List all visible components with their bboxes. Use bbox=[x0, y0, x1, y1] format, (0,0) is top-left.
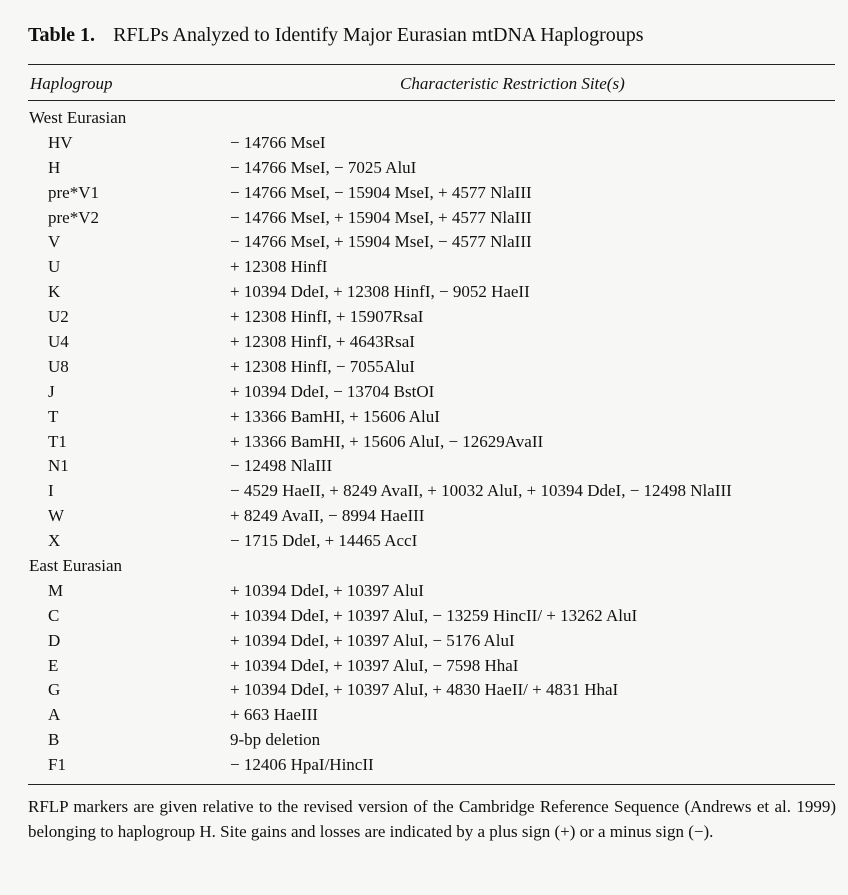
table-row bbox=[28, 206, 838, 231]
group-heading: East Eurasian bbox=[29, 556, 122, 576]
table-row bbox=[28, 703, 838, 728]
haplogroup-cell: H bbox=[48, 157, 61, 177]
group-heading: West Eurasian bbox=[29, 108, 127, 127]
header-restriction-sites: Characteristic Restriction Site(s) bbox=[400, 74, 625, 93]
restriction-site-cell: + 12308 HinfI, + 15907RsaI bbox=[230, 307, 424, 327]
restriction-site-cell: − 12498 NlaIII bbox=[230, 456, 333, 476]
haplogroup-cell: HV bbox=[48, 132, 73, 152]
table-row bbox=[28, 131, 838, 156]
table-footnote: RFLP markers are given relative to the revised version of the Cambridge Reference Sequence (Andrews et al. 1999) belonging to haplogroup H. Site gains and losses are indicated by a plus sign (+) or a minus sign (−). bbox=[28, 797, 836, 841]
restriction-site-cell: + 10394 DdeI, + 10397 AluI bbox=[230, 580, 424, 600]
restriction-site-cell: + 10394 DdeI, + 12308 HinfI, − 9052 HaeII bbox=[230, 282, 530, 302]
haplogroup-cell: N1 bbox=[48, 456, 69, 476]
haplogroup-cell: T1 bbox=[48, 431, 67, 451]
restriction-site-cell: − 14766 MseI, − 7025 AluI bbox=[230, 157, 417, 177]
table-row bbox=[28, 156, 838, 181]
top-rule bbox=[28, 64, 835, 65]
restriction-site-cell: + 13366 BamHI, + 15606 AluI, − 12629AvaII bbox=[230, 431, 544, 451]
restriction-site-cell: + 12308 HinfI bbox=[230, 257, 328, 277]
haplogroup-cell: A bbox=[48, 705, 61, 725]
haplogroup-cell: D bbox=[48, 630, 61, 650]
table-row bbox=[28, 255, 838, 280]
table-row bbox=[28, 654, 838, 679]
restriction-site-cell: + 13366 BamHI, + 15606 AluI bbox=[230, 406, 440, 426]
group-heading-row bbox=[28, 554, 838, 579]
restriction-site-cell: 9-bp deletion bbox=[230, 730, 321, 750]
table-row bbox=[28, 504, 838, 529]
haplogroup-cell: pre*V1 bbox=[48, 182, 99, 202]
restriction-site-cell: − 4529 HaeII, + 8249 AvaII, + 10032 AluI, + 10394 DdeI, − 12498 NlaIII bbox=[230, 481, 732, 501]
restriction-site-cell: − 12406 HpaI/HincII bbox=[230, 755, 374, 775]
restriction-site-cell: + 10394 DdeI, + 10397 AluI, − 5176 AluI bbox=[230, 630, 515, 650]
bottom-rule bbox=[28, 784, 835, 785]
table-row bbox=[28, 330, 838, 355]
restriction-site-cell: − 14766 MseI, + 15904 MseI, + 4577 NlaIII bbox=[230, 207, 532, 227]
haplogroup-cell: X bbox=[48, 531, 61, 551]
haplogroup-cell: I bbox=[48, 481, 54, 501]
haplogroup-cell: T bbox=[48, 406, 59, 426]
table-row bbox=[28, 678, 838, 703]
table-row bbox=[28, 529, 838, 554]
table-row bbox=[28, 405, 838, 430]
restriction-site-cell: − 14766 MseI, + 15904 MseI, − 4577 NlaIII bbox=[230, 232, 532, 252]
table-row bbox=[28, 230, 838, 255]
restriction-site-cell: + 12308 HinfI, + 4643RsaI bbox=[230, 332, 415, 352]
table-row bbox=[28, 629, 838, 654]
haplogroup-cell: W bbox=[48, 506, 65, 526]
table-row bbox=[28, 355, 838, 380]
group-heading-row bbox=[28, 106, 838, 131]
table-row bbox=[28, 728, 838, 753]
restriction-site-cell: + 663 HaeIII bbox=[230, 705, 318, 725]
table-label: Table 1. bbox=[28, 24, 96, 46]
haplogroup-cell: pre*V2 bbox=[48, 207, 99, 227]
table-caption: RFLPs Analyzed to Identify Major Eurasian mtDNA Haplogroups bbox=[113, 24, 644, 46]
table-row bbox=[28, 305, 838, 330]
restriction-site-cell: + 8249 AvaII, − 8994 HaeIII bbox=[230, 506, 425, 526]
restriction-site-cell: − 1715 DdeI, + 14465 AccI bbox=[230, 531, 418, 551]
restriction-site-cell: + 10394 DdeI, + 10397 AluI, − 13259 HincII/ + 13262 AluI bbox=[230, 605, 638, 625]
table-row bbox=[28, 479, 838, 504]
haplogroup-cell: U bbox=[48, 257, 61, 277]
table-row bbox=[28, 181, 838, 206]
restriction-site-cell: + 12308 HinfI, − 7055AluI bbox=[230, 356, 415, 376]
table-row bbox=[28, 454, 838, 479]
haplogroup-cell: U4 bbox=[48, 332, 69, 352]
table-row bbox=[28, 380, 838, 405]
haplogroup-cell: V bbox=[48, 232, 61, 252]
table-body bbox=[28, 106, 838, 778]
restriction-site-cell: − 14766 MseI, − 15904 MseI, + 4577 NlaIII bbox=[230, 182, 532, 202]
haplogroup-cell: E bbox=[48, 655, 59, 675]
haplogroup-cell: C bbox=[48, 605, 60, 625]
haplogroup-cell: F1 bbox=[48, 755, 66, 775]
table-row bbox=[28, 430, 838, 455]
haplogroup-cell: G bbox=[48, 680, 61, 700]
table-row bbox=[28, 579, 838, 604]
haplogroup-cell: U8 bbox=[48, 356, 69, 376]
haplogroup-cell: B bbox=[48, 730, 60, 750]
haplogroup-cell: M bbox=[48, 580, 64, 600]
restriction-site-cell: + 10394 DdeI, − 13704 BstOI bbox=[230, 381, 435, 401]
haplogroup-cell: U2 bbox=[48, 307, 69, 327]
table-row bbox=[28, 280, 838, 305]
haplogroup-cell: K bbox=[48, 282, 61, 302]
haplogroup-cell: J bbox=[48, 381, 55, 401]
header-haplogroup: Haplogroup bbox=[30, 74, 113, 93]
header-rule bbox=[28, 100, 835, 101]
restriction-site-cell: − 14766 MseI bbox=[230, 132, 326, 152]
table-row bbox=[28, 604, 838, 629]
table-row bbox=[28, 753, 838, 778]
restriction-site-cell: + 10394 DdeI, + 10397 AluI, + 4830 HaeII/ + 4831 HhaI bbox=[230, 680, 619, 700]
restriction-site-cell: + 10394 DdeI, + 10397 AluI, − 7598 HhaI bbox=[230, 655, 519, 675]
table-title bbox=[28, 24, 644, 47]
